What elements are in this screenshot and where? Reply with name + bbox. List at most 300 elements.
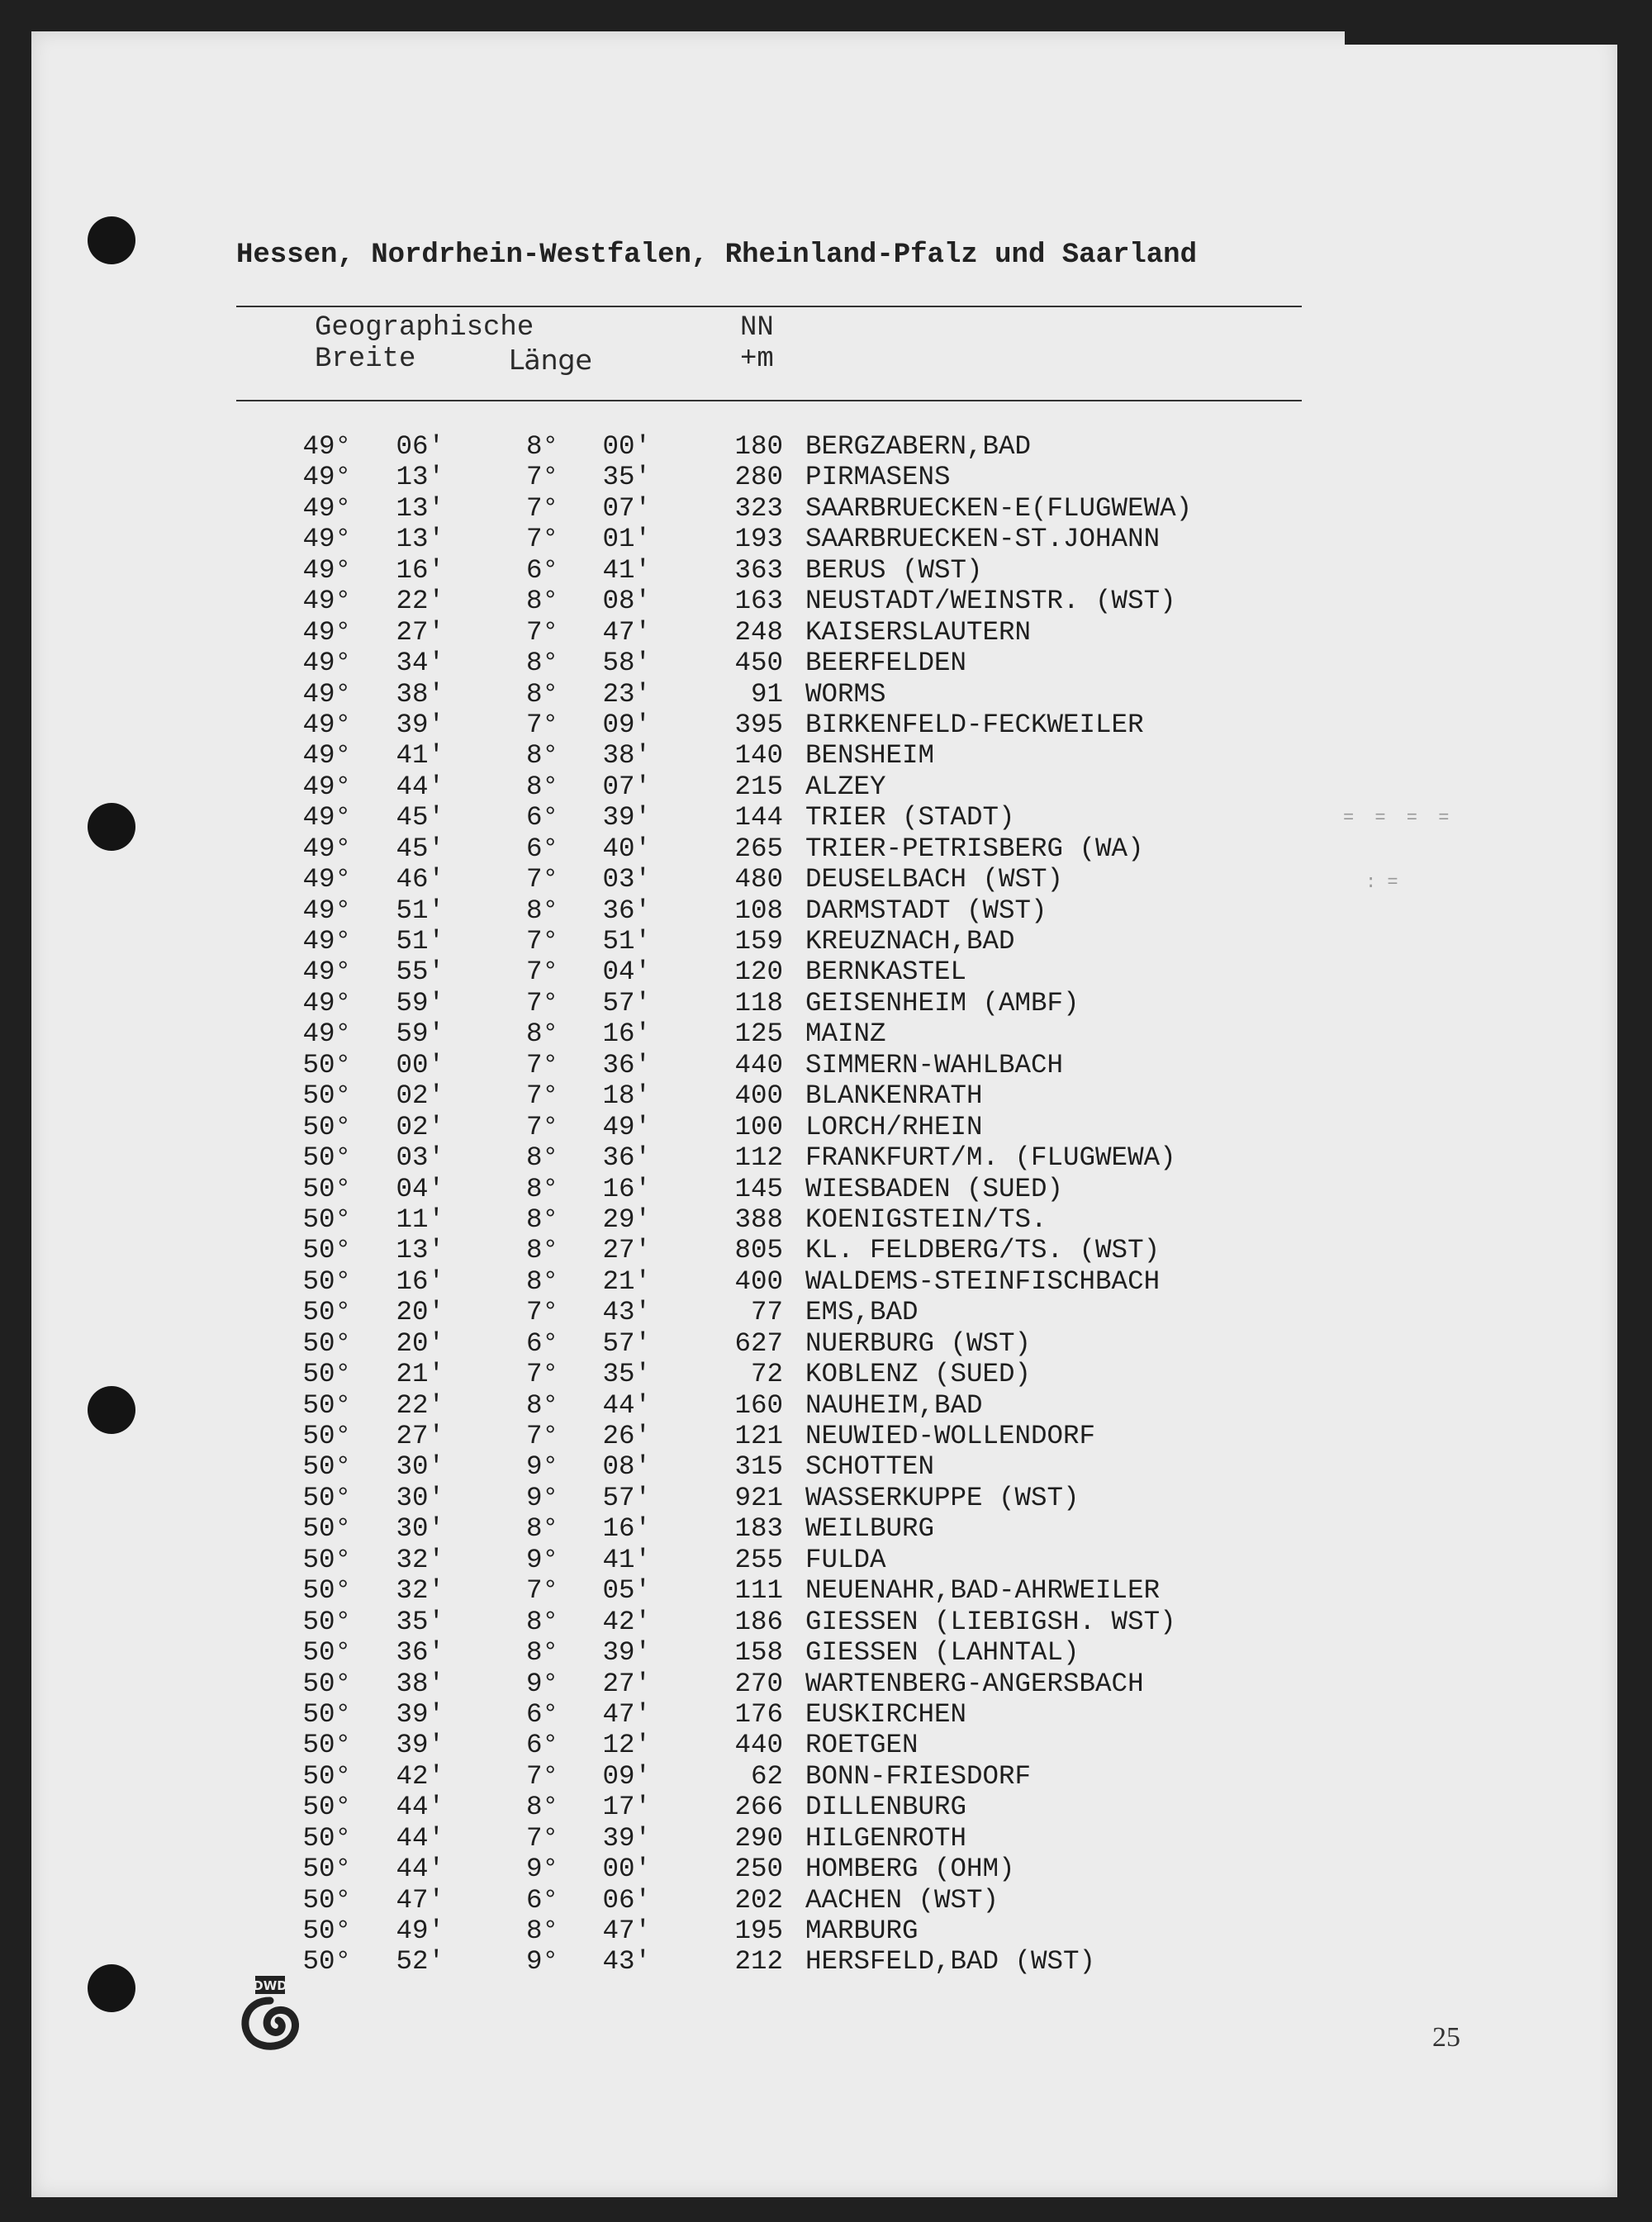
table-row bbox=[31, 833, 1617, 864]
longitude-degrees: 8° bbox=[525, 1916, 558, 1946]
longitude-minutes: 01′ bbox=[602, 524, 651, 555]
longitude-degrees: 7° bbox=[525, 709, 558, 740]
longitude-minutes: 38′ bbox=[602, 740, 651, 772]
elevation: 186 bbox=[734, 1606, 783, 1637]
longitude-degrees: 8° bbox=[525, 1204, 558, 1235]
longitude-minutes: 36′ bbox=[602, 1142, 651, 1174]
table-row bbox=[31, 1513, 1617, 1544]
elevation: 183 bbox=[734, 1513, 783, 1545]
longitude-minutes: 43′ bbox=[602, 1297, 651, 1328]
latitude-minutes: 02′ bbox=[396, 1080, 444, 1112]
longitude-degrees: 6° bbox=[525, 1884, 558, 1916]
elevation: 270 bbox=[734, 1668, 783, 1699]
table-row bbox=[31, 524, 1617, 554]
latitude-minutes: 00′ bbox=[396, 1049, 444, 1080]
station-name: EUSKIRCHEN bbox=[805, 1698, 967, 1730]
header-plus-m: +m bbox=[740, 344, 774, 375]
latitude-degrees: 49° bbox=[302, 1018, 351, 1050]
latitude-minutes: 13′ bbox=[396, 1235, 444, 1266]
elevation: 112 bbox=[734, 1142, 783, 1174]
station-name: SIMMERN-WAHLBACH bbox=[805, 1049, 1064, 1080]
latitude-degrees: 49° bbox=[302, 586, 351, 617]
station-name: DILLENBURG bbox=[805, 1792, 967, 1823]
latitude-minutes: 55′ bbox=[396, 957, 444, 988]
longitude-degrees: 7° bbox=[525, 1575, 558, 1607]
station-name: DARMSTADT (WST) bbox=[805, 895, 1047, 926]
elevation: 400 bbox=[734, 1265, 783, 1297]
station-name: EMS,BAD bbox=[805, 1297, 919, 1328]
table-row bbox=[31, 1575, 1617, 1606]
latitude-minutes: 13′ bbox=[396, 524, 444, 555]
longitude-degrees: 8° bbox=[525, 1637, 558, 1669]
longitude-minutes: 16′ bbox=[602, 1018, 651, 1050]
latitude-degrees: 49° bbox=[302, 740, 351, 772]
table-row bbox=[31, 1854, 1617, 1884]
latitude-degrees: 50° bbox=[302, 1698, 351, 1730]
header-bottom-rule bbox=[236, 400, 1302, 401]
table-row bbox=[31, 1483, 1617, 1513]
latitude-minutes: 02′ bbox=[396, 1111, 444, 1142]
page-number: 25 bbox=[1432, 2022, 1460, 2053]
longitude-degrees: 7° bbox=[525, 492, 558, 524]
longitude-minutes: 39′ bbox=[602, 1637, 651, 1669]
latitude-degrees: 49° bbox=[302, 554, 351, 586]
latitude-minutes: 20′ bbox=[396, 1327, 444, 1359]
latitude-minutes: 11′ bbox=[396, 1204, 444, 1235]
elevation: 440 bbox=[734, 1049, 783, 1080]
table-row bbox=[31, 586, 1617, 616]
station-name: GIESSEN (LAHNTAL) bbox=[805, 1637, 1080, 1669]
longitude-minutes: 09′ bbox=[602, 1760, 651, 1792]
longitude-minutes: 47′ bbox=[602, 1698, 651, 1730]
latitude-degrees: 50° bbox=[302, 1080, 351, 1112]
station-name: SCHOTTEN bbox=[805, 1451, 935, 1483]
longitude-minutes: 35′ bbox=[602, 1359, 651, 1390]
longitude-minutes: 49′ bbox=[602, 1111, 651, 1142]
latitude-degrees: 49° bbox=[302, 957, 351, 988]
longitude-minutes: 27′ bbox=[602, 1235, 651, 1266]
station-name: BONN-FRIESDORF bbox=[805, 1760, 1032, 1792]
longitude-minutes: 00′ bbox=[602, 431, 651, 462]
elevation: 195 bbox=[734, 1916, 783, 1946]
table-row bbox=[31, 1359, 1617, 1389]
elevation: 145 bbox=[734, 1173, 783, 1204]
station-name: NEUENAHR,BAD-AHRWEILER bbox=[805, 1575, 1161, 1607]
longitude-degrees: 9° bbox=[525, 1668, 558, 1699]
table-row bbox=[31, 1607, 1617, 1637]
header-laenge: Länge bbox=[509, 344, 592, 376]
table-row bbox=[31, 740, 1617, 771]
station-name: LORCH/RHEIN bbox=[805, 1111, 983, 1142]
longitude-degrees: 7° bbox=[525, 957, 558, 988]
station-name: BEERFELDEN bbox=[805, 648, 967, 679]
latitude-degrees: 50° bbox=[302, 1111, 351, 1142]
latitude-degrees: 49° bbox=[302, 802, 351, 833]
latitude-minutes: 04′ bbox=[396, 1173, 444, 1204]
longitude-degrees: 8° bbox=[525, 1142, 558, 1174]
longitude-degrees: 9° bbox=[525, 1946, 558, 1977]
elevation: 280 bbox=[734, 462, 783, 493]
table-row bbox=[31, 1018, 1617, 1049]
table-row bbox=[31, 772, 1617, 802]
station-name: WALDEMS-STEINFISCHBACH bbox=[805, 1265, 1161, 1297]
longitude-degrees: 8° bbox=[525, 1389, 558, 1421]
longitude-degrees: 9° bbox=[525, 1482, 558, 1513]
table-row bbox=[31, 555, 1617, 586]
longitude-minutes: 57′ bbox=[602, 1482, 651, 1513]
elevation: 140 bbox=[734, 740, 783, 772]
longitude-minutes: 12′ bbox=[602, 1730, 651, 1761]
dwd-logo-text: DWD bbox=[253, 1978, 287, 1993]
station-name: BENSHEIM bbox=[805, 740, 935, 772]
station-name: FRANKFURT/M. (FLUGWEWA) bbox=[805, 1142, 1176, 1174]
elevation: 160 bbox=[734, 1389, 783, 1421]
latitude-minutes: 27′ bbox=[396, 1421, 444, 1451]
table-row bbox=[31, 1235, 1617, 1265]
latitude-minutes: 38′ bbox=[396, 678, 444, 710]
longitude-minutes: 09′ bbox=[602, 709, 651, 740]
longitude-minutes: 47′ bbox=[602, 616, 651, 648]
station-name: WASSERKUPPE (WST) bbox=[805, 1482, 1080, 1513]
latitude-minutes: 44′ bbox=[396, 1792, 444, 1823]
latitude-degrees: 50° bbox=[302, 1760, 351, 1792]
latitude-degrees: 50° bbox=[302, 1389, 351, 1421]
longitude-minutes: 17′ bbox=[602, 1792, 651, 1823]
longitude-degrees: 6° bbox=[525, 802, 558, 833]
station-name: GEISENHEIM (AMBF) bbox=[805, 987, 1080, 1018]
longitude-minutes: 57′ bbox=[602, 987, 651, 1018]
elevation: 111 bbox=[734, 1575, 783, 1607]
table-row bbox=[31, 679, 1617, 710]
latitude-degrees: 50° bbox=[302, 1637, 351, 1669]
longitude-minutes: 29′ bbox=[602, 1204, 651, 1235]
elevation: 400 bbox=[734, 1080, 783, 1112]
elevation: 202 bbox=[734, 1884, 783, 1916]
latitude-minutes: 32′ bbox=[396, 1544, 444, 1575]
longitude-degrees: 8° bbox=[525, 1606, 558, 1637]
elevation: 108 bbox=[734, 895, 783, 926]
table-row bbox=[31, 957, 1617, 987]
elevation: 250 bbox=[734, 1854, 783, 1885]
longitude-degrees: 8° bbox=[525, 431, 558, 462]
latitude-minutes: 51′ bbox=[396, 895, 444, 926]
table-row bbox=[31, 926, 1617, 957]
longitude-degrees: 7° bbox=[525, 616, 558, 648]
table-row bbox=[31, 1730, 1617, 1760]
latitude-degrees: 49° bbox=[302, 616, 351, 648]
latitude-degrees: 50° bbox=[302, 1204, 351, 1235]
longitude-minutes: 40′ bbox=[602, 833, 651, 864]
longitude-minutes: 27′ bbox=[602, 1668, 651, 1699]
latitude-degrees: 50° bbox=[302, 1235, 351, 1266]
table-row bbox=[31, 1421, 1617, 1451]
longitude-degrees: 6° bbox=[525, 1327, 558, 1359]
table-row bbox=[31, 895, 1617, 926]
latitude-minutes: 16′ bbox=[396, 1265, 444, 1297]
longitude-minutes: 07′ bbox=[602, 771, 651, 802]
station-name: DEUSELBACH (WST) bbox=[805, 864, 1064, 895]
latitude-degrees: 49° bbox=[302, 833, 351, 864]
latitude-minutes: 13′ bbox=[396, 492, 444, 524]
elevation: 363 bbox=[734, 554, 783, 586]
longitude-degrees: 8° bbox=[525, 1173, 558, 1204]
elevation: 627 bbox=[734, 1327, 783, 1359]
longitude-degrees: 9° bbox=[525, 1854, 558, 1885]
latitude-degrees: 50° bbox=[302, 1792, 351, 1823]
latitude-minutes: 39′ bbox=[396, 1730, 444, 1761]
longitude-degrees: 7° bbox=[525, 1049, 558, 1080]
elevation: 266 bbox=[734, 1792, 783, 1823]
station-name: NEUSTADT/WEINSTR. (WST) bbox=[805, 586, 1176, 617]
longitude-minutes: 16′ bbox=[602, 1513, 651, 1545]
latitude-degrees: 50° bbox=[302, 1265, 351, 1297]
elevation: 315 bbox=[734, 1451, 783, 1483]
latitude-minutes: 21′ bbox=[396, 1359, 444, 1390]
elevation: 159 bbox=[734, 926, 783, 957]
latitude-degrees: 49° bbox=[302, 492, 351, 524]
latitude-degrees: 50° bbox=[302, 1606, 351, 1637]
elevation: 805 bbox=[734, 1235, 783, 1266]
latitude-minutes: 45′ bbox=[396, 802, 444, 833]
longitude-minutes: 57′ bbox=[602, 1327, 651, 1359]
longitude-minutes: 04′ bbox=[602, 957, 651, 988]
longitude-degrees: 8° bbox=[525, 1235, 558, 1266]
longitude-minutes: 21′ bbox=[602, 1265, 651, 1297]
station-name: AACHEN (WST) bbox=[805, 1884, 999, 1916]
latitude-minutes: 30′ bbox=[396, 1451, 444, 1483]
longitude-degrees: 7° bbox=[525, 524, 558, 555]
table-row bbox=[31, 1885, 1617, 1916]
longitude-degrees: 8° bbox=[525, 1513, 558, 1545]
latitude-degrees: 50° bbox=[302, 1327, 351, 1359]
elevation: 77 bbox=[750, 1297, 783, 1328]
latitude-minutes: 59′ bbox=[396, 987, 444, 1018]
longitude-degrees: 7° bbox=[525, 926, 558, 957]
latitude-minutes: 46′ bbox=[396, 864, 444, 895]
longitude-minutes: 16′ bbox=[602, 1173, 651, 1204]
elevation: 158 bbox=[734, 1637, 783, 1669]
header-top-rule bbox=[236, 306, 1302, 307]
station-name: KL. FELDBERG/TS. (WST) bbox=[805, 1235, 1161, 1266]
elevation: 125 bbox=[734, 1018, 783, 1050]
longitude-degrees: 6° bbox=[525, 1730, 558, 1761]
latitude-minutes: 39′ bbox=[396, 1698, 444, 1730]
station-name: TRIER-PETRISBERG (WA) bbox=[805, 833, 1144, 864]
longitude-degrees: 6° bbox=[525, 833, 558, 864]
latitude-minutes: 59′ bbox=[396, 1018, 444, 1050]
longitude-minutes: 03′ bbox=[602, 864, 651, 895]
elevation: 91 bbox=[750, 678, 783, 710]
longitude-minutes: 36′ bbox=[602, 1049, 651, 1080]
table-row bbox=[31, 1328, 1617, 1359]
elevation: 100 bbox=[734, 1111, 783, 1142]
latitude-minutes: 42′ bbox=[396, 1760, 444, 1792]
elevation: 388 bbox=[734, 1204, 783, 1235]
station-name: SAARBRUECKEN-E(FLUGWEWA) bbox=[805, 492, 1193, 524]
latitude-minutes: 30′ bbox=[396, 1513, 444, 1545]
table-row bbox=[31, 1266, 1617, 1297]
elevation: 163 bbox=[734, 586, 783, 617]
header-breite: Breite bbox=[315, 344, 416, 375]
latitude-degrees: 49° bbox=[302, 926, 351, 957]
station-name: KOENIGSTEIN/TS. bbox=[805, 1204, 1047, 1235]
punch-hole bbox=[88, 216, 135, 264]
longitude-minutes: 35′ bbox=[602, 462, 651, 493]
longitude-degrees: 9° bbox=[525, 1544, 558, 1575]
scan-artifact: : = bbox=[1365, 872, 1398, 893]
latitude-degrees: 50° bbox=[302, 1575, 351, 1607]
longitude-minutes: 06′ bbox=[602, 1884, 651, 1916]
latitude-minutes: 44′ bbox=[396, 771, 444, 802]
table-row bbox=[31, 1916, 1617, 1946]
latitude-degrees: 49° bbox=[302, 648, 351, 679]
table-row bbox=[31, 1946, 1617, 1977]
longitude-degrees: 7° bbox=[525, 1297, 558, 1328]
header-nn: NN bbox=[740, 312, 774, 344]
latitude-degrees: 50° bbox=[302, 1822, 351, 1854]
station-name: MARBURG bbox=[805, 1916, 919, 1946]
elevation: 118 bbox=[734, 987, 783, 1018]
page-title: Hessen, Nordrhein-Westfalen, Rheinland-Pfalz und Saarland bbox=[236, 240, 1197, 271]
header-geographische: Geographische bbox=[315, 312, 534, 344]
longitude-degrees: 8° bbox=[525, 648, 558, 679]
longitude-minutes: 18′ bbox=[602, 1080, 651, 1112]
latitude-minutes: 06′ bbox=[396, 431, 444, 462]
elevation: 921 bbox=[734, 1482, 783, 1513]
longitude-minutes: 58′ bbox=[602, 648, 651, 679]
station-name: WIESBADEN (SUED) bbox=[805, 1173, 1064, 1204]
longitude-degrees: 8° bbox=[525, 895, 558, 926]
longitude-minutes: 51′ bbox=[602, 926, 651, 957]
latitude-degrees: 50° bbox=[302, 1173, 351, 1204]
latitude-minutes: 03′ bbox=[396, 1142, 444, 1174]
elevation: 323 bbox=[734, 492, 783, 524]
station-name: WEILBURG bbox=[805, 1513, 935, 1545]
latitude-minutes: 38′ bbox=[396, 1668, 444, 1699]
longitude-degrees: 6° bbox=[525, 554, 558, 586]
latitude-minutes: 41′ bbox=[396, 740, 444, 772]
latitude-degrees: 50° bbox=[302, 1854, 351, 1885]
longitude-minutes: 05′ bbox=[602, 1575, 651, 1607]
station-name: BERGZABERN,BAD bbox=[805, 431, 1032, 462]
latitude-degrees: 49° bbox=[302, 987, 351, 1018]
longitude-degrees: 8° bbox=[525, 678, 558, 710]
elevation: 120 bbox=[734, 957, 783, 988]
latitude-minutes: 13′ bbox=[396, 462, 444, 493]
station-name: NUERBURG (WST) bbox=[805, 1327, 1032, 1359]
longitude-minutes: 42′ bbox=[602, 1606, 651, 1637]
longitude-degrees: 8° bbox=[525, 740, 558, 772]
latitude-minutes: 30′ bbox=[396, 1482, 444, 1513]
latitude-degrees: 50° bbox=[302, 1451, 351, 1483]
latitude-minutes: 36′ bbox=[396, 1637, 444, 1669]
latitude-minutes: 52′ bbox=[396, 1946, 444, 1977]
latitude-degrees: 50° bbox=[302, 1142, 351, 1174]
table-row bbox=[31, 710, 1617, 740]
longitude-minutes: 36′ bbox=[602, 895, 651, 926]
longitude-degrees: 7° bbox=[525, 462, 558, 493]
latitude-degrees: 50° bbox=[302, 1482, 351, 1513]
longitude-degrees: 6° bbox=[525, 1698, 558, 1730]
table-row bbox=[31, 648, 1617, 678]
longitude-minutes: 26′ bbox=[602, 1421, 651, 1451]
station-name: BIRKENFELD-FECKWEILER bbox=[805, 709, 1144, 740]
latitude-minutes: 27′ bbox=[396, 616, 444, 648]
station-name: MAINZ bbox=[805, 1018, 886, 1050]
latitude-degrees: 50° bbox=[302, 1513, 351, 1545]
elevation: 212 bbox=[734, 1946, 783, 1977]
station-name: NAUHEIM,BAD bbox=[805, 1389, 983, 1421]
latitude-degrees: 49° bbox=[302, 864, 351, 895]
longitude-degrees: 7° bbox=[525, 1111, 558, 1142]
latitude-minutes: 39′ bbox=[396, 709, 444, 740]
latitude-minutes: 45′ bbox=[396, 833, 444, 864]
dwd-logo-icon bbox=[237, 1974, 301, 2053]
elevation: 248 bbox=[734, 616, 783, 648]
latitude-minutes: 34′ bbox=[396, 648, 444, 679]
latitude-degrees: 50° bbox=[302, 1359, 351, 1390]
station-name: SAARBRUECKEN-ST.JOHANN bbox=[805, 524, 1161, 555]
station-name: BLANKENRATH bbox=[805, 1080, 983, 1112]
station-name: HILGENROTH bbox=[805, 1822, 967, 1854]
latitude-minutes: 49′ bbox=[396, 1916, 444, 1946]
longitude-minutes: 47′ bbox=[602, 1916, 651, 1946]
elevation: 180 bbox=[734, 431, 783, 462]
elevation: 193 bbox=[734, 524, 783, 555]
longitude-minutes: 43′ bbox=[602, 1946, 651, 1977]
station-name: KOBLENZ (SUED) bbox=[805, 1359, 1032, 1390]
document-page bbox=[31, 31, 1617, 2197]
table-row bbox=[31, 1669, 1617, 1699]
station-name: HOMBERG (OHM) bbox=[805, 1854, 1015, 1885]
scan-artifact: = = = = bbox=[1343, 808, 1455, 829]
table-row bbox=[31, 617, 1617, 648]
longitude-degrees: 8° bbox=[525, 586, 558, 617]
station-name: TRIER (STADT) bbox=[805, 802, 1015, 833]
latitude-minutes: 22′ bbox=[396, 586, 444, 617]
longitude-minutes: 39′ bbox=[602, 802, 651, 833]
longitude-degrees: 8° bbox=[525, 1265, 558, 1297]
station-name: BERNKASTEL bbox=[805, 957, 967, 988]
elevation: 255 bbox=[734, 1544, 783, 1575]
latitude-minutes: 32′ bbox=[396, 1575, 444, 1607]
elevation: 176 bbox=[734, 1698, 783, 1730]
longitude-degrees: 8° bbox=[525, 1018, 558, 1050]
latitude-minutes: 16′ bbox=[396, 554, 444, 586]
latitude-minutes: 35′ bbox=[396, 1606, 444, 1637]
station-name: FULDA bbox=[805, 1544, 886, 1575]
latitude-degrees: 50° bbox=[302, 1668, 351, 1699]
table-row bbox=[31, 1142, 1617, 1173]
longitude-minutes: 08′ bbox=[602, 586, 651, 617]
latitude-degrees: 49° bbox=[302, 462, 351, 493]
latitude-degrees: 50° bbox=[302, 1916, 351, 1946]
station-name: WORMS bbox=[805, 678, 886, 710]
longitude-minutes: 00′ bbox=[602, 1854, 651, 1885]
latitude-minutes: 51′ bbox=[396, 926, 444, 957]
elevation: 72 bbox=[750, 1359, 783, 1390]
longitude-degrees: 7° bbox=[525, 1421, 558, 1451]
longitude-degrees: 7° bbox=[525, 1760, 558, 1792]
latitude-minutes: 44′ bbox=[396, 1822, 444, 1854]
longitude-degrees: 7° bbox=[525, 1359, 558, 1390]
elevation: 215 bbox=[734, 771, 783, 802]
latitude-degrees: 49° bbox=[302, 524, 351, 555]
station-name: HERSFELD,BAD (WST) bbox=[805, 1946, 1096, 1977]
table-row bbox=[31, 1390, 1617, 1421]
table-row bbox=[31, 1050, 1617, 1080]
table-row bbox=[31, 493, 1617, 524]
